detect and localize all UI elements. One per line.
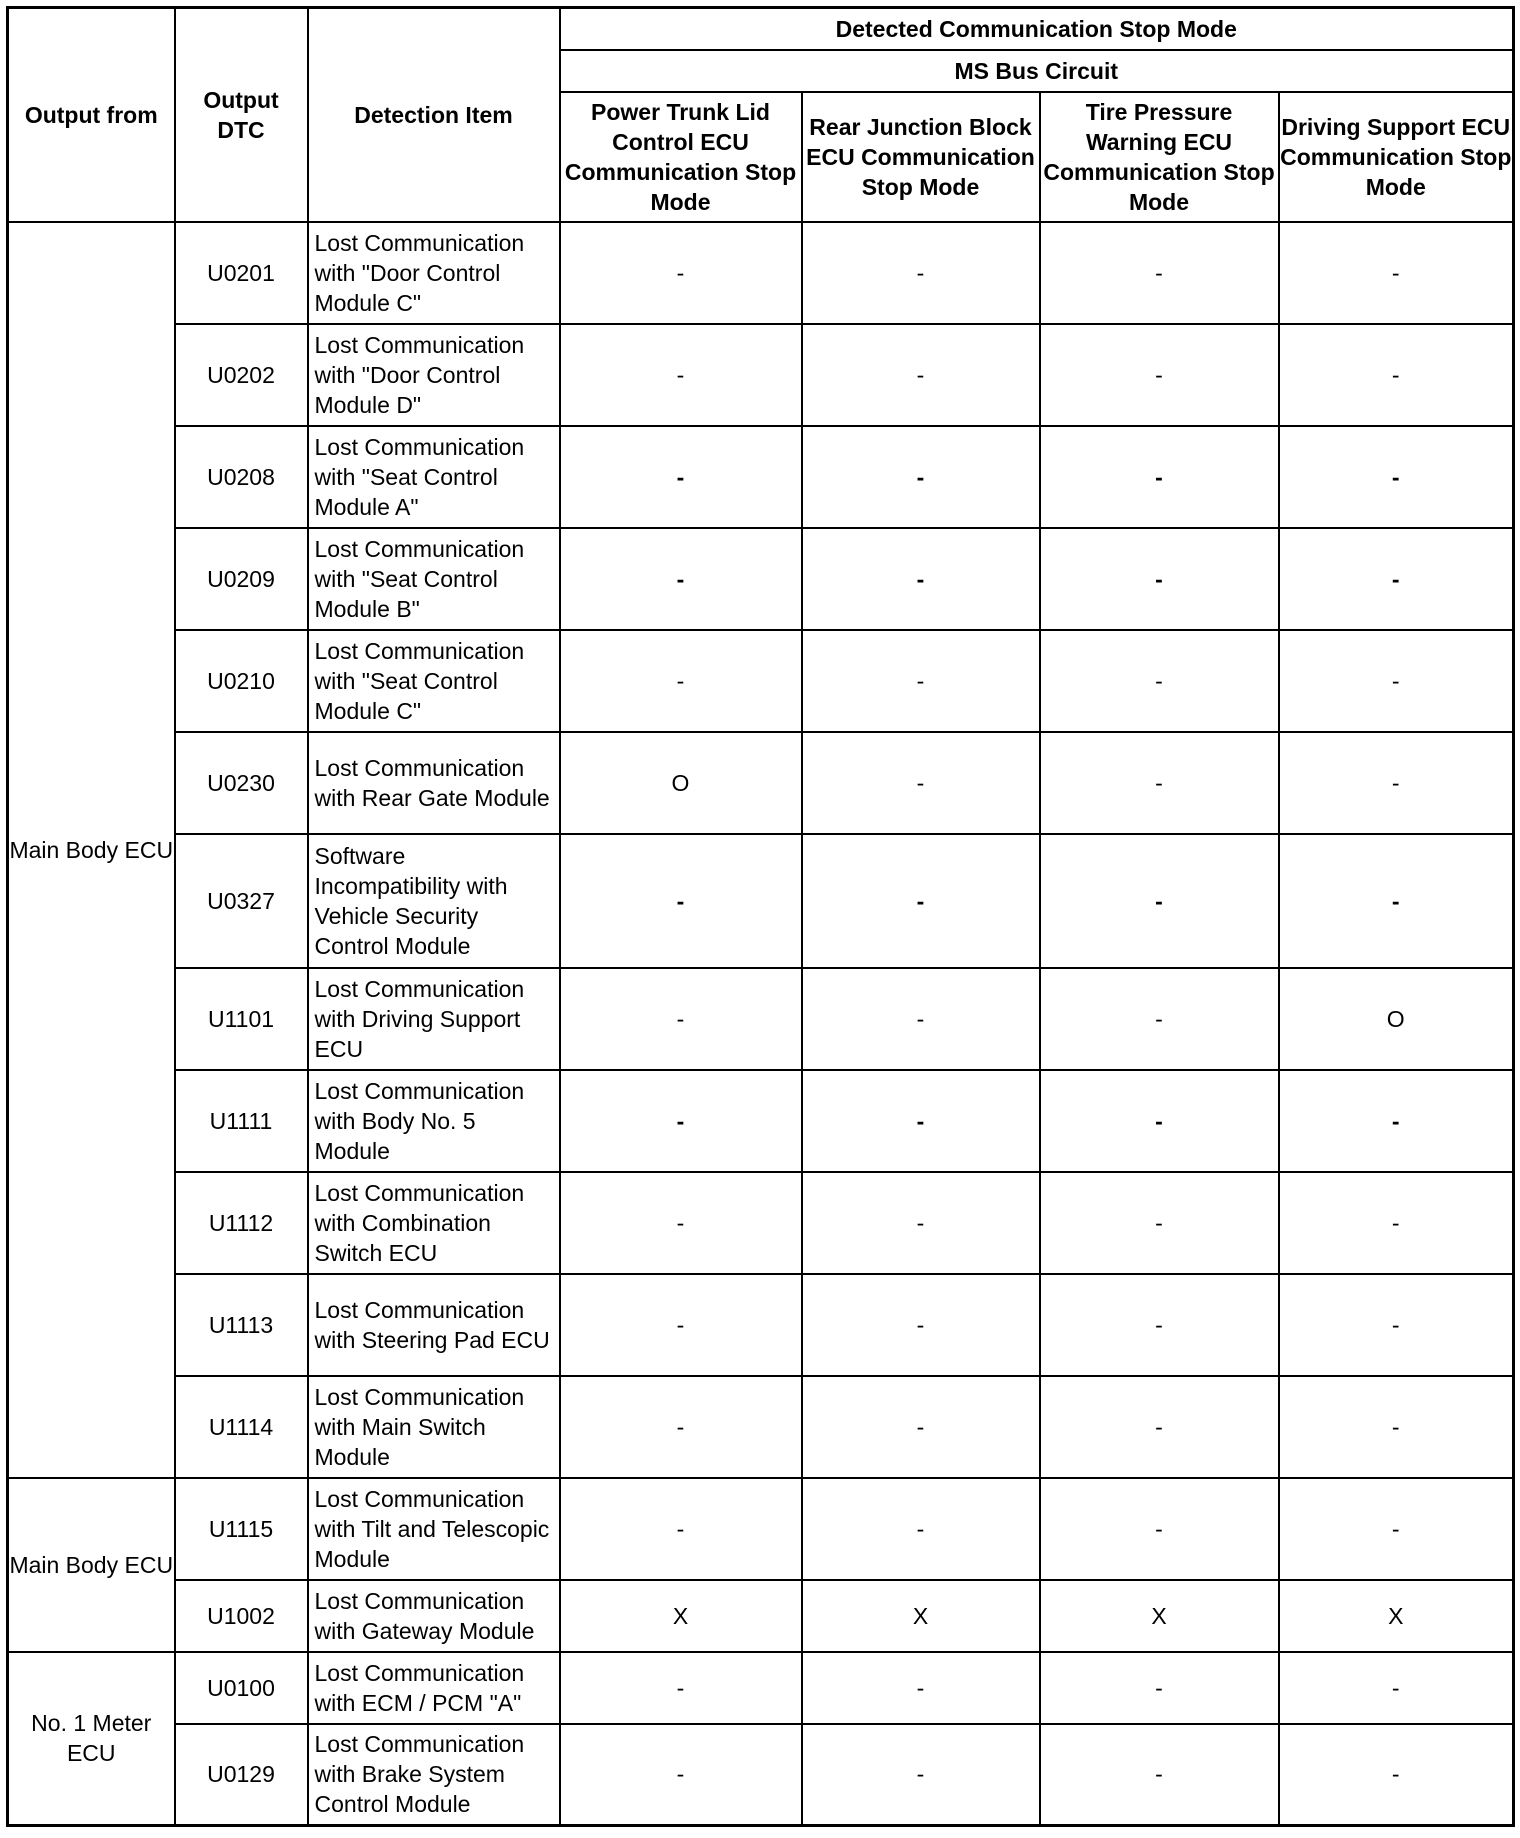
- mode-mark: -: [560, 1376, 802, 1478]
- mode-mark: -: [802, 1724, 1040, 1826]
- detection-item: Lost Communication with "Door Control Module D": [308, 324, 560, 426]
- header-mode: Power Trunk Lid Control ECU Communication Stop Mode: [560, 92, 802, 222]
- mode-mark: -: [1040, 1172, 1279, 1274]
- mode-mark: -: [1279, 324, 1514, 426]
- output-from-cell: Main Body ECU: [8, 222, 175, 1478]
- dtc-table-wrapper: [6, 6, 1512, 1827]
- header-mode: Tire Pressure Warning ECU Communication Stop Mode: [1040, 92, 1279, 222]
- mode-mark: -: [802, 630, 1040, 732]
- detection-item: Lost Communication with "Door Control Module C": [308, 222, 560, 324]
- mode-mark: -: [1279, 426, 1514, 528]
- mode-mark: -: [1040, 1652, 1279, 1724]
- mode-mark: -: [1040, 732, 1279, 834]
- detection-item: Lost Communication with Main Switch Module: [308, 1376, 560, 1478]
- mode-mark: -: [560, 426, 802, 528]
- mode-mark: -: [1279, 732, 1514, 834]
- header-output-dtc: Output DTC: [175, 8, 308, 222]
- mode-mark: -: [802, 324, 1040, 426]
- header-mode: Driving Support ECU Communication Stop Mode: [1279, 92, 1514, 222]
- detection-item: Lost Communication with Tilt and Telescopic Module: [308, 1478, 560, 1580]
- dtc-code: U0230: [175, 732, 308, 834]
- mode-mark: -: [802, 834, 1040, 968]
- table-row: [8, 1478, 1514, 1580]
- detection-item: Lost Communication with Gateway Module: [308, 1580, 560, 1652]
- mode-mark: -: [560, 528, 802, 630]
- mode-mark: -: [560, 1652, 802, 1724]
- dtc-code: U0201: [175, 222, 308, 324]
- mode-mark: -: [1279, 1070, 1514, 1172]
- detection-item: Lost Communication with Brake System Control Module: [308, 1724, 560, 1826]
- dtc-code: U0202: [175, 324, 308, 426]
- mode-mark: -: [802, 528, 1040, 630]
- mode-mark: -: [1279, 1652, 1514, 1724]
- table-row: [8, 1580, 1514, 1652]
- mode-mark: -: [1279, 834, 1514, 968]
- dtc-code: U0129: [175, 1724, 308, 1826]
- mode-mark: -: [802, 1274, 1040, 1376]
- mode-mark: -: [1040, 1376, 1279, 1478]
- dtc-code: U0208: [175, 426, 308, 528]
- dtc-code: U0210: [175, 630, 308, 732]
- table-row: [8, 1274, 1514, 1376]
- table-row: [8, 1652, 1514, 1724]
- mode-mark: X: [1279, 1580, 1514, 1652]
- mode-mark: -: [802, 732, 1040, 834]
- mode-mark: -: [1279, 528, 1514, 630]
- dtc-code: U1113: [175, 1274, 308, 1376]
- header-output-from: Output from: [8, 8, 175, 222]
- table-row: [8, 222, 1514, 324]
- mode-mark: -: [802, 222, 1040, 324]
- dtc-code: U0209: [175, 528, 308, 630]
- mode-mark: -: [1279, 1478, 1514, 1580]
- table-row: [8, 732, 1514, 834]
- header-mode: Rear Junction Block ECU Communication Stop Mode: [802, 92, 1040, 222]
- communication-stop-mode-table: [6, 6, 1515, 1827]
- dtc-code: U1101: [175, 968, 308, 1070]
- detection-item: Lost Communication with Rear Gate Module: [308, 732, 560, 834]
- mode-mark: -: [1279, 1274, 1514, 1376]
- mode-mark: -: [1279, 1376, 1514, 1478]
- header-bus-circuit: MS Bus Circuit: [560, 50, 1514, 92]
- detection-item: Lost Communication with "Seat Control Module B": [308, 528, 560, 630]
- mode-mark: -: [1040, 222, 1279, 324]
- mode-mark: O: [1279, 968, 1514, 1070]
- table-row: [8, 1376, 1514, 1478]
- dtc-code: U0327: [175, 834, 308, 968]
- table-row: [8, 1172, 1514, 1274]
- dtc-code: U1115: [175, 1478, 308, 1580]
- mode-mark: -: [1040, 1478, 1279, 1580]
- dtc-code: U1002: [175, 1580, 308, 1652]
- output-from-cell: Main Body ECU: [8, 1478, 175, 1652]
- mode-mark: -: [1040, 528, 1279, 630]
- mode-mark: -: [802, 426, 1040, 528]
- mode-mark: -: [560, 834, 802, 968]
- mode-mark: -: [1040, 426, 1279, 528]
- header-detection-item: Detection Item: [308, 8, 560, 222]
- mode-mark: -: [802, 1070, 1040, 1172]
- mode-mark: -: [1279, 630, 1514, 732]
- output-from-cell: No. 1 Meter ECU: [8, 1652, 175, 1826]
- table-row: [8, 324, 1514, 426]
- mode-mark: -: [802, 968, 1040, 1070]
- detection-item: Lost Communication with Driving Support ECU: [308, 968, 560, 1070]
- mode-mark: -: [560, 968, 802, 1070]
- mode-mark: -: [560, 324, 802, 426]
- mode-mark: -: [1279, 1172, 1514, 1274]
- mode-mark: X: [560, 1580, 802, 1652]
- mode-mark: -: [560, 1070, 802, 1172]
- table-row: [8, 968, 1514, 1070]
- mode-mark: O: [560, 732, 802, 834]
- dtc-code: U1112: [175, 1172, 308, 1274]
- dtc-code: U0100: [175, 1652, 308, 1724]
- mode-mark: -: [1040, 1724, 1279, 1826]
- detection-item: Lost Communication with Steering Pad ECU: [308, 1274, 560, 1376]
- mode-mark: -: [560, 222, 802, 324]
- mode-mark: -: [1040, 968, 1279, 1070]
- dtc-code: U1114: [175, 1376, 308, 1478]
- mode-mark: -: [1040, 630, 1279, 732]
- table-row: [8, 1070, 1514, 1172]
- mode-mark: -: [1040, 834, 1279, 968]
- mode-mark: -: [560, 1478, 802, 1580]
- mode-mark: -: [1279, 222, 1514, 324]
- mode-mark: -: [1040, 1274, 1279, 1376]
- table-row: [8, 528, 1514, 630]
- mode-mark: -: [1040, 1070, 1279, 1172]
- detection-item: Software Incompatibility with Vehicle Security Control Module: [308, 834, 560, 968]
- mode-mark: -: [802, 1478, 1040, 1580]
- detection-item: Lost Communication with "Seat Control Module A": [308, 426, 560, 528]
- table-row: [8, 834, 1514, 968]
- table-row: [8, 630, 1514, 732]
- detection-item: Lost Communication with Combination Switch ECU: [308, 1172, 560, 1274]
- mode-mark: -: [1040, 324, 1279, 426]
- table-row: [8, 1724, 1514, 1826]
- mode-mark: -: [560, 1724, 802, 1826]
- mode-mark: -: [560, 1274, 802, 1376]
- mode-mark: -: [802, 1376, 1040, 1478]
- detection-item: Lost Communication with ECM / PCM "A": [308, 1652, 560, 1724]
- mode-mark: -: [802, 1652, 1040, 1724]
- mode-mark: X: [1040, 1580, 1279, 1652]
- mode-mark: -: [560, 1172, 802, 1274]
- mode-mark: X: [802, 1580, 1040, 1652]
- header-detected-mode: Detected Communication Stop Mode: [560, 8, 1514, 50]
- dtc-code: U1111: [175, 1070, 308, 1172]
- mode-mark: -: [560, 630, 802, 732]
- mode-mark: -: [1279, 1724, 1514, 1826]
- detection-item: Lost Communication with "Seat Control Module C": [308, 630, 560, 732]
- detection-item: Lost Communication with Body No. 5 Module: [308, 1070, 560, 1172]
- mode-mark: -: [802, 1172, 1040, 1274]
- table-row: [8, 426, 1514, 528]
